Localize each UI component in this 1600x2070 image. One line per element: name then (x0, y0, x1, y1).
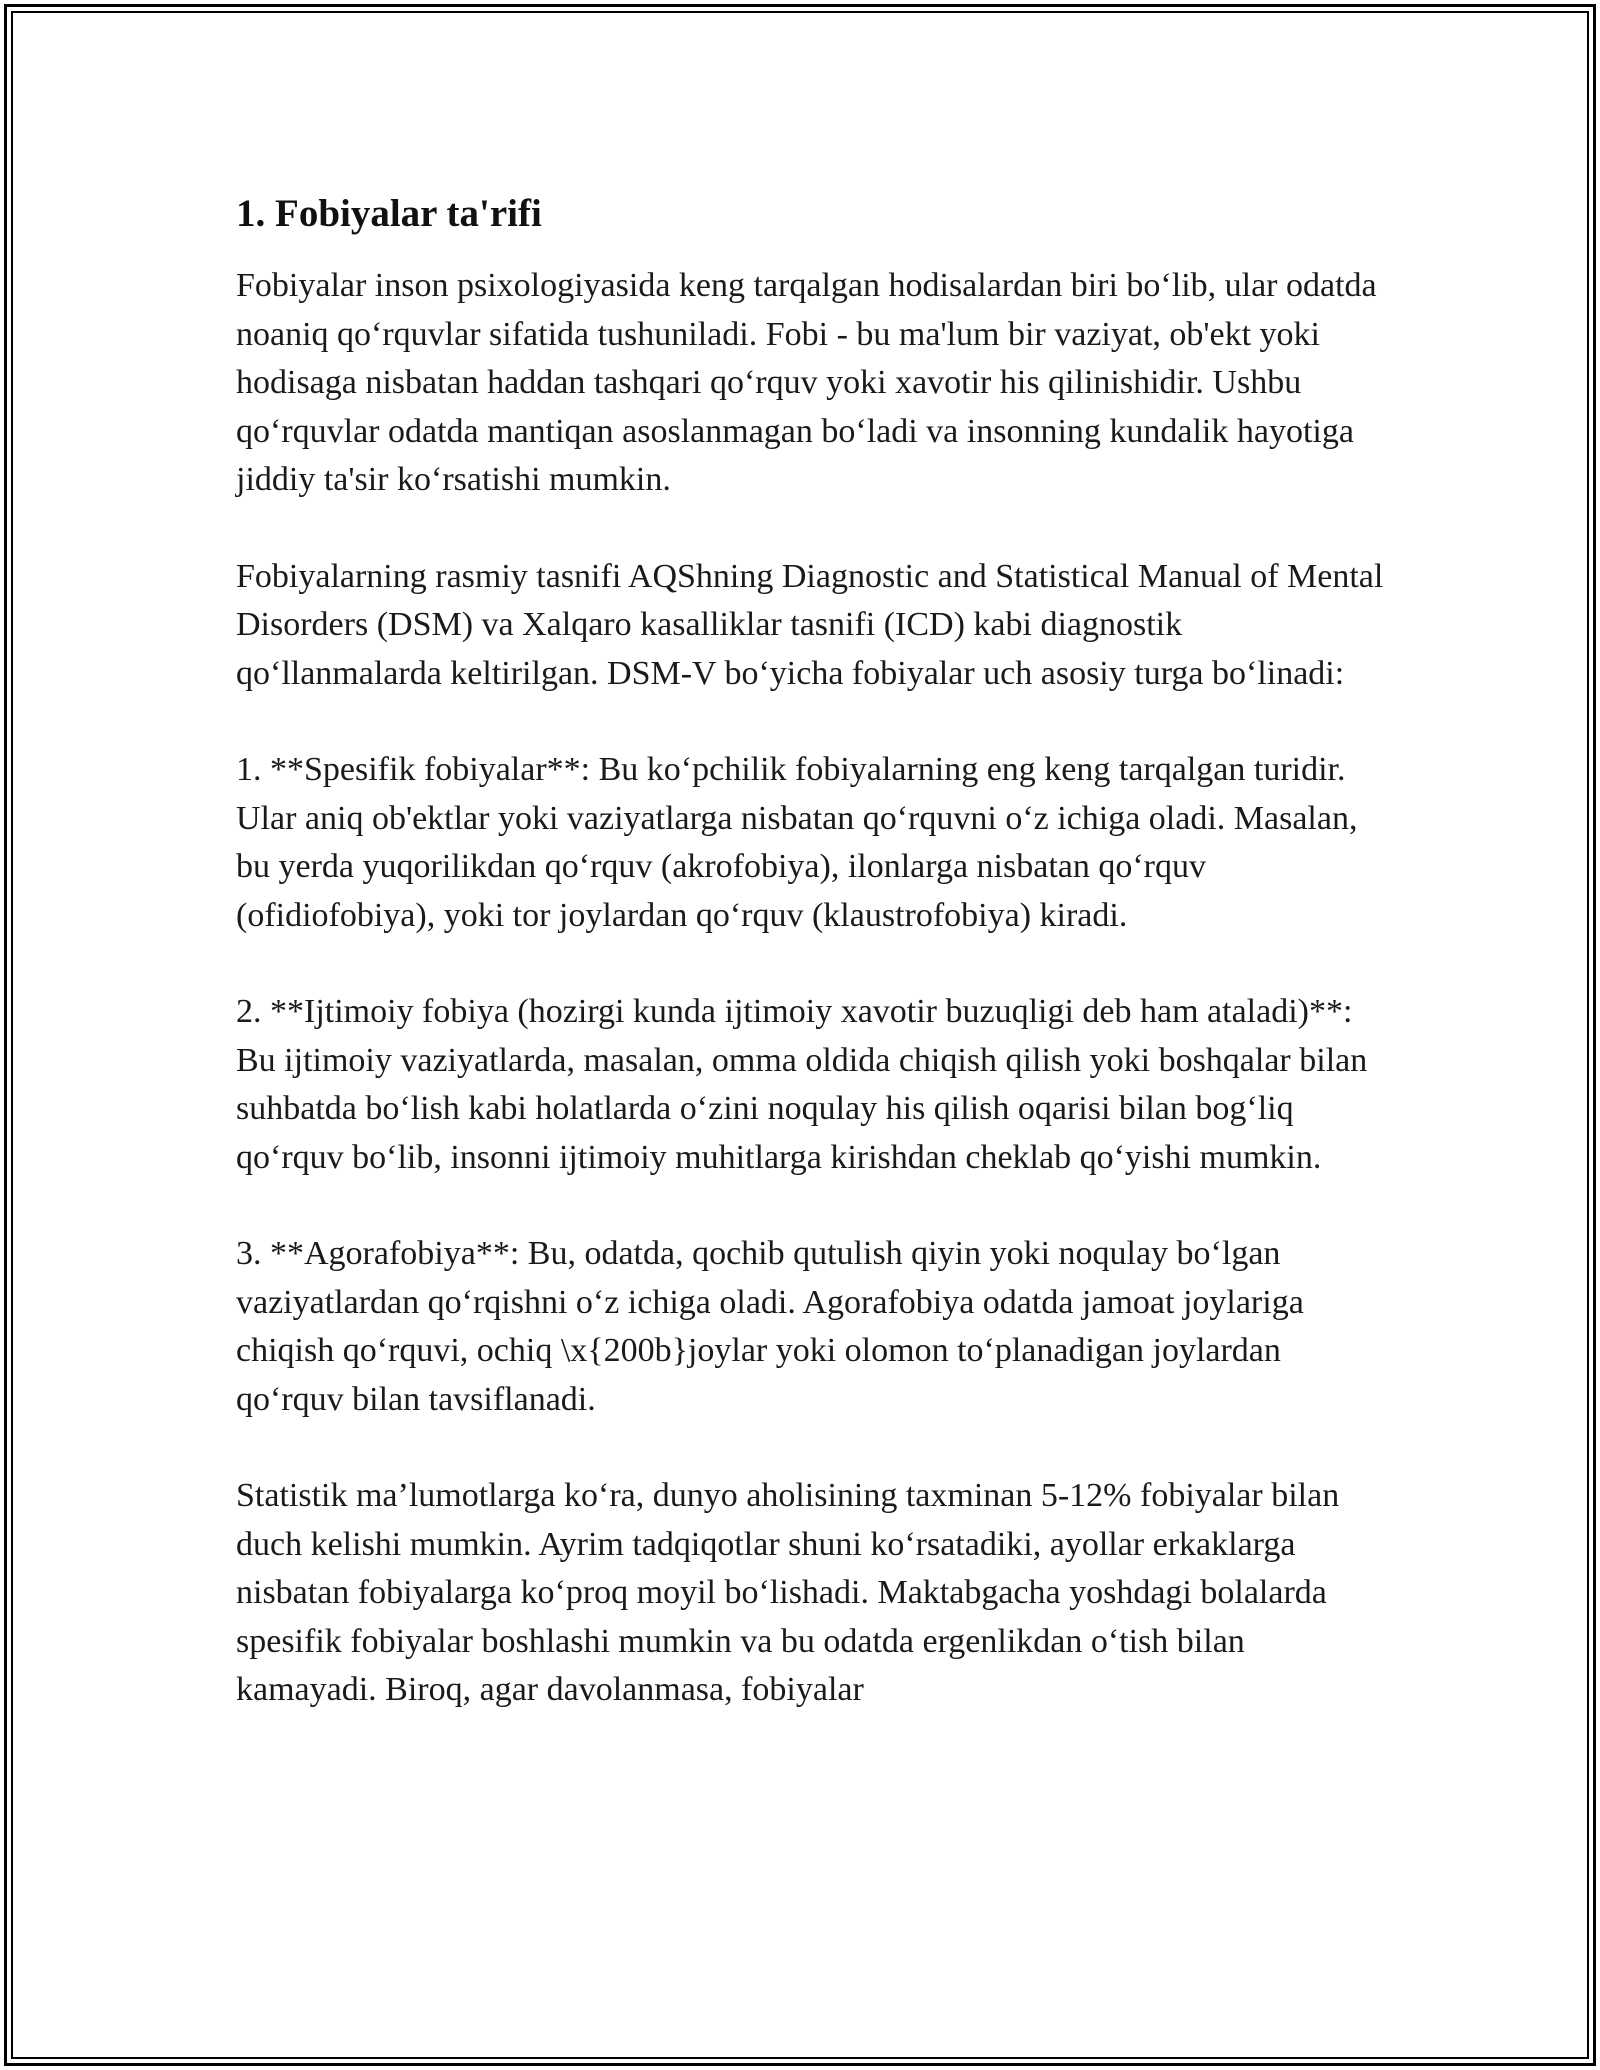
paragraph-specific-phobias: 1. **Spesifik fobiyalar**: Bu ko‘pchilik fobiyalarning eng keng tarqalgan turidir. Ular aniq ob'ektlar yoki vaziyatlarga nisbatan qo‘rquvni o‘z ichiga oladi. Masalan, bu yerda yuqorilikdan qo‘rquv (akrofobiya), ilonlarga nisbatan qo‘rquv (ofidiofobiya), yoki tor joylardan qo‘rquv (klaustrofobiya) kiradi. (236, 751, 1358, 934)
paragraph-agoraphobia: 3. **Agorafobiya**: Bu, odatda, qochib qutulish qiyin yoki noqulay bo‘lgan vaziyatlardan qo‘rqishni o‘z ichiga oladi. Agorafobiya odatda jamoat joylariga chiqish qo‘rquvi, ochiq \x{200b}joylar yoki olomon to‘planadigan joylardan qo‘rquv bilan tavsiflanadi. (236, 1235, 1304, 1418)
document-body (236, 186, 1386, 1715)
paragraph-definition: Fobiyalar inson psixologiyasida keng tarqalgan hodisalardan biri bo‘lib, ular odatda noaniq qo‘rquvlar sifatida tushuniladi. Fobi - bu ma'lum bir vaziyat, ob'ekt yoki hodisaga nisbatan haddan tashqari qo‘rquv yoki xavotir his qilinishidir. Ushbu qo‘rquvlar odatda mantiqan asoslanmagan bo‘ladi va insonning kundalik hayotiga jiddiy ta'sir ko‘rsatishi mumkin. (236, 267, 1377, 498)
section-heading: 1. Fobiyalar ta'rifi (236, 192, 542, 235)
paragraph-classification: Fobiyalarning rasmiy tasnifi AQShning Diagnostic and Statistical Manual of Mental Disorders (DSM) va Xalqaro kasalliklar tasnifi (ICD) kabi diagnostik qo‘llanmalarda keltirilgan. DSM-V bo‘yicha fobiyalar uch asosiy turga bo‘linadi: (236, 557, 1384, 692)
paragraph-statistics: Statistik ma’lumotlarga ko‘ra, dunyo aholisining taxminan 5-12% fobiyalar bilan duch kelishi mumkin. Ayrim tadqiqotlar shuni ko‘rsatadiki, ayollar erkaklarga nisbatan fobiyalarga ko‘proq moyil bo‘lishadi. Maktabgacha yoshdagi bolalarda spesifik fobiyalar boshlashi mumkin va bu odatda ergenlikdan o‘tish bilan kamayadi. Biroq, agar davolanmasa, fobiyalar (236, 1477, 1340, 1708)
paragraph-social-phobia: 2. **Ijtimoiy fobiya (hozirgi kunda ijtimoiy xavotir buzuqligi deb ham ataladi)**: Bu ijtimoiy vaziyatlarda, masalan, omma oldida chiqish qilish yoki boshqalar bilan suhbatda bo‘lish kabi holatlarda o‘zini noqulay his qilish oqarisi bilan bog‘liq qo‘rquv bo‘lib, insonni ijtimoiy muhitlarga kirishdan cheklab qo‘yishi mumkin. (236, 993, 1368, 1176)
